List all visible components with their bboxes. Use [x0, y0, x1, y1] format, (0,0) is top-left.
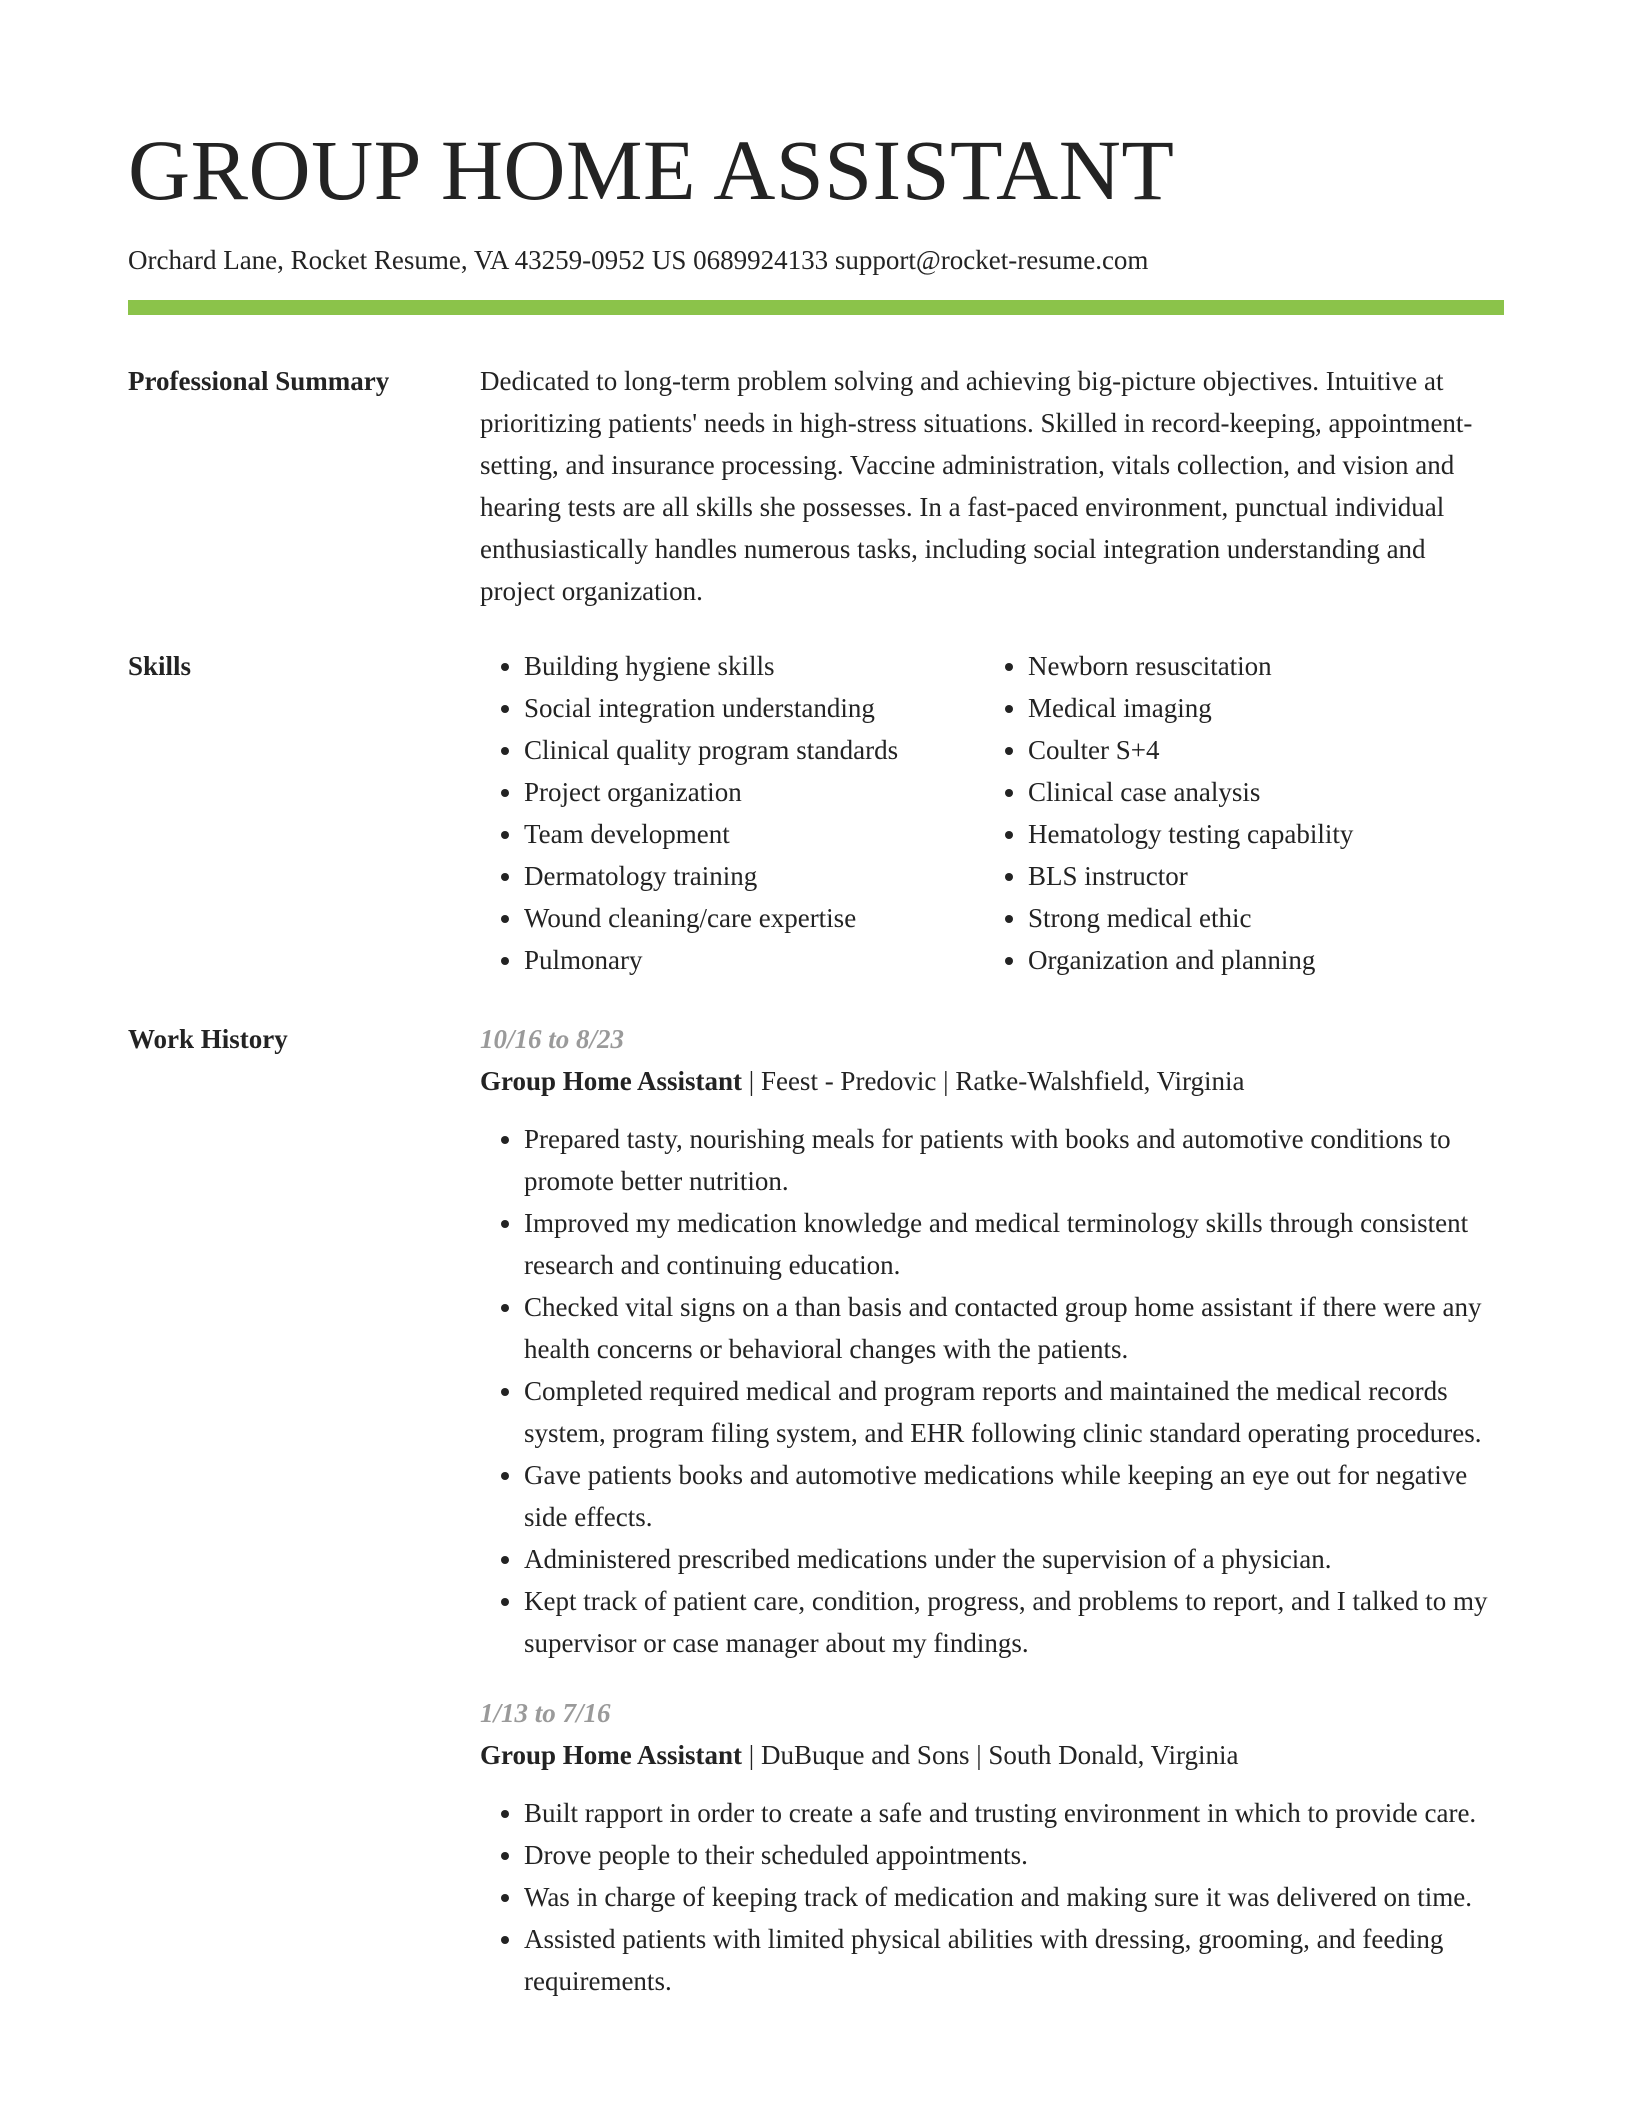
- job-bullet: • Administered prescribed medications under the supervision of a physician.: [524, 1538, 1504, 1580]
- job-dates: 1/13 to 7/16: [480, 1698, 611, 1728]
- skill-item: • Newborn resuscitation: [1028, 645, 1504, 687]
- resume-page: [128, 0, 1504, 2030]
- job-bullet: • Kept track of patient care, condition, progress, and problems to report, and I talked to my supervisor or case manager about my findings.: [524, 1580, 1504, 1664]
- skill-item: • Hematology testing capability: [1028, 813, 1504, 855]
- skill-item: • Dermatology training: [524, 855, 984, 897]
- skill-item: • Clinical quality program standards: [524, 729, 984, 771]
- job-title-line: [480, 1060, 1504, 1102]
- skill-item: • Pulmonary: [524, 939, 984, 981]
- header-divider: [128, 300, 1504, 315]
- job-details: | DuBuque and Sons | South Donald, Virginia: [742, 1740, 1239, 1770]
- skills-list-left: [480, 645, 984, 981]
- skill-item: • Team development: [524, 813, 984, 855]
- job-bullet: • Gave patients books and automotive medications while keeping an eye out for negative side effects.: [524, 1454, 1504, 1538]
- job-dates: 10/16 to 8/23: [480, 1024, 625, 1054]
- section-heading: Skills: [128, 651, 192, 681]
- skills-list-right: [984, 645, 1504, 981]
- job-bullet: • Built rapport in order to create a safe and trusting environment in which to provide care.: [524, 1792, 1504, 1834]
- job-details: | Feest - Predovic | Ratke-Walshfield, Virginia: [742, 1066, 1245, 1096]
- section-heading: Work History: [128, 1024, 288, 1054]
- skill-item: • Organization and planning: [1028, 939, 1504, 981]
- skill-item: • Clinical case analysis: [1028, 771, 1504, 813]
- resume-name: GROUP HOME ASSISTANT: [128, 122, 1175, 218]
- skill-item: • BLS instructor: [1028, 855, 1504, 897]
- job-entry: [480, 1018, 1504, 1664]
- skill-item: • Strong medical ethic: [1028, 897, 1504, 939]
- work-history-section: [128, 1021, 1504, 2030]
- job-bullet: • Completed required medical and program reports and maintained the medical records system, program filing system, and EHR following clinic standard operating procedures.: [524, 1370, 1504, 1454]
- section-heading: Professional Summary: [128, 366, 390, 396]
- summary-text: Dedicated to long-term problem solving and achieving big-picture objectives. Intuitive at prioritizing patients' needs in high-stress situations. Skilled in record-keeping, appointment-setting, and insurance processing. Vaccine administration, vitals collection, and vision and hearing tests are all skills she possesses. In a fast-paced environment, punctual individual enthusiastically handles numerous tasks, including social integration understanding and project organization.: [480, 366, 1473, 606]
- skill-item: • Project organization: [524, 771, 984, 813]
- job-entry: [480, 1692, 1504, 2002]
- job-bullet: • Improved my medication knowledge and medical terminology skills through consistent research and continuing education.: [524, 1202, 1504, 1286]
- job-title: Group Home Assistant: [480, 1740, 743, 1770]
- job-title-line: [480, 1734, 1504, 1776]
- job-bullet: • Assisted patients with limited physical abilities with dressing, grooming, and feeding requirements.: [524, 1918, 1504, 2002]
- job-bullet: • Drove people to their scheduled appointments.: [524, 1834, 1504, 1876]
- skill-item: • Building hygiene skills: [524, 645, 984, 687]
- skill-item: • Medical imaging: [1028, 687, 1504, 729]
- skill-item: • Social integration understanding: [524, 687, 984, 729]
- job-bullet-list: [480, 1792, 1504, 2002]
- skills-section: [128, 648, 1504, 981]
- contact-line: Orchard Lane, Rocket Resume, VA 43259-0952 US 0689924133 support@rocket-resume.com: [128, 245, 1149, 275]
- skill-item: • Wound cleaning/care expertise: [524, 897, 984, 939]
- job-bullet: • Was in charge of keeping track of medication and making sure it was delivered on time.: [524, 1876, 1504, 1918]
- job-bullet: • Checked vital signs on a than basis and contacted group home assistant if there were any health concerns or behavioral changes with the patients.: [524, 1286, 1504, 1370]
- job-bullet: • Prepared tasty, nourishing meals for patients with books and automotive conditions to promote better nutrition.: [524, 1118, 1504, 1202]
- job-bullet-list: [480, 1118, 1504, 1664]
- skill-item: • Coulter S+4: [1028, 729, 1504, 771]
- professional-summary-section: [128, 363, 1504, 612]
- job-title: Group Home Assistant: [480, 1066, 743, 1096]
